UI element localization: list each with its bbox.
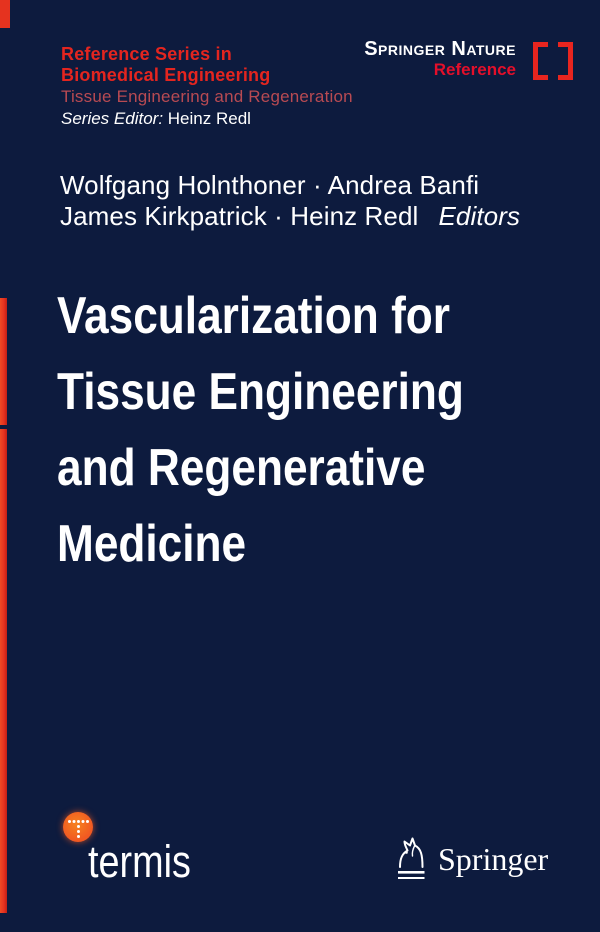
book-title <box>57 278 464 582</box>
subseries-title: Tissue Engineering and Regeneration <box>61 87 353 106</box>
title-line-1: Vascularization for <box>57 287 451 345</box>
publisher-text <box>364 40 516 80</box>
termis-dotted-t-icon <box>77 820 80 823</box>
corner-red-block <box>0 0 10 28</box>
right-bracket-icon <box>558 42 573 80</box>
title-line-4: Medicine <box>57 515 247 573</box>
series-editor-label: Series Editor: <box>61 109 164 128</box>
editors-line2-names: James Kirkpatrick · Heinz Redl <box>60 201 419 231</box>
publisher-block <box>364 40 573 80</box>
termis-wordmark: termis <box>88 836 191 887</box>
springer-wordmark: Springer <box>438 841 549 877</box>
editors-line1: Wolfgang Holnthoner · Andrea Banfi <box>60 170 480 200</box>
series-title-line1: Reference Series in <box>61 44 232 64</box>
reference-imprint-label: Reference <box>433 60 516 79</box>
springer-nature-wordmark: Springer Nature <box>364 38 516 60</box>
springer-horse-icon <box>392 834 428 884</box>
left-bracket-icon <box>533 42 548 80</box>
editors-line2 <box>60 201 520 232</box>
left-red-bar-top <box>0 298 7 425</box>
series-editor-line <box>61 108 353 129</box>
title-line-3: and Regenerative <box>57 439 426 497</box>
title-line-2: Tissue Engineering <box>57 363 464 421</box>
editors-role-label: Editors <box>438 201 521 231</box>
series-editor-name: Heinz Redl <box>167 109 251 128</box>
springer-logo <box>392 834 548 884</box>
left-red-bar-bottom <box>0 429 7 913</box>
series-title-line2: Biomedical Engineering <box>61 65 271 85</box>
brackets-icon <box>533 42 573 80</box>
editors-block <box>60 170 520 232</box>
series-block <box>61 44 353 129</box>
